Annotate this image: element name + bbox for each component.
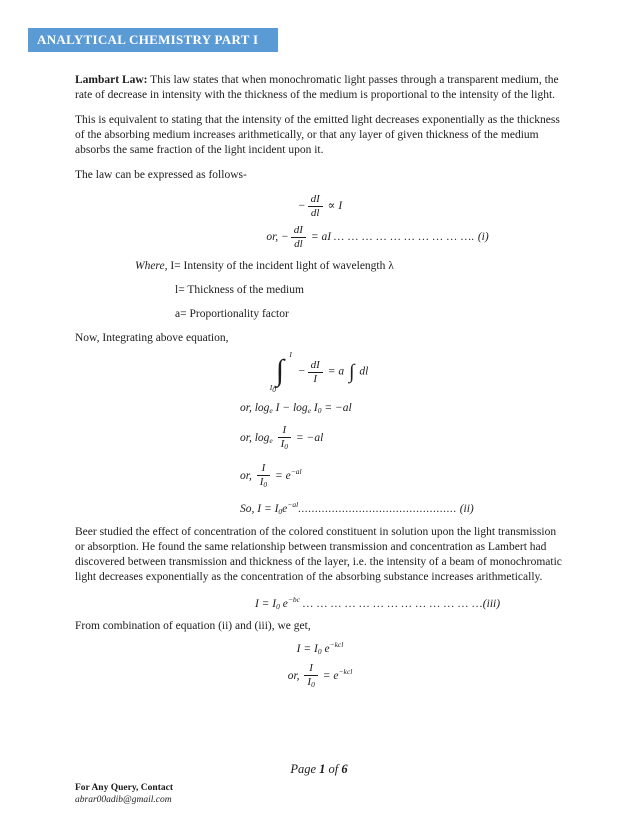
contact-email: abrar00adib@gmail.com [75,795,172,805]
equation-ii: So, $I = I_0e^{-al}$............................................... (ii) [240,500,474,516]
paragraph-law-expressed: The law can be expressed as follows- [75,169,247,181]
paragraph-beer-law: Beer studied the effect of concentration of the colored constituent in solution upon the light transmission or absorption. He found the same relationship between transmission and concentration as Lambert had discovered between transmission and thickness of the layer, i.e. the intensity of a beam of monochromatic light decreases exponentially as the concentration of the absorbing substance increases arithmetically. [75,526,562,583]
equation-ratio-exponential: or, $\frac{I}{I_0}$ = $e^{-al}$ [240,462,302,489]
lambart-law-heading: Lambart Law: [75,74,148,86]
where-label: Where, [135,260,168,272]
equation-iii: $I = I_0$ $e^{-bc}$ … … … … … … … … … … … … …(iii) [254,595,501,611]
paragraph-combination: From combination of equation (ii) and (iii), we get, [75,620,311,632]
header-band [28,28,278,52]
page-total: 6 [341,762,348,776]
contact-label: For Any Query, Contact [75,783,173,793]
equation-combined-ratio: or, $\frac{I}{I_0}$ = $e^{-kcl}$ [287,662,353,689]
equation-combined: $I = I_0$ $e^{-kcl}$ [296,640,344,656]
where-definition-factor: a= Proportionality factor [175,308,289,320]
document-body [75,73,565,691]
page-number [0,762,638,777]
equation-rate-proportional: − $\frac{dI}{dl}$ ∝ I [297,193,343,219]
page-of-word: of [325,762,342,776]
derivation-block [240,402,565,516]
paragraph-lambart-law [75,73,565,103]
equation-log-difference: or, $\log_e I - \log_e I_0 = -al$ [240,402,352,415]
where-definition-intensity [135,259,565,274]
contact-block [75,782,173,806]
equation-log-ratio: or, $\log_e$ $\frac{I}{I_0}$ = −al [240,424,324,451]
paragraph-equivalent-statement: This is equivalent to stating that the intensity of the emitted light decreases exponentially as the thickness of the absorbing medium increases arithmetically, or that any layer of given thickness of the medium absorbs the same fraction of the light incident upon it. [75,114,560,156]
where-definition-thickness: l= Thickness of the medium [175,284,304,296]
equation-i: or, − $\frac{dI}{dl}$ = aI … … … … … … … … … …. (i) [266,224,489,250]
paragraph-integrating: Now, Integrating above equation, [75,332,229,344]
lambart-law-text: This law states that when monochromatic light passes through a transparent medium, the rate of decrease in intensity with the thickness of the medium is proportional to the intensity of the light. [75,74,559,101]
equation-integral: I ∫ $I_0$ − $\frac{dI}{I}$ = a ∫ dl [269,350,369,394]
page-current: 1 [319,762,326,776]
where-intensity-text: I= Intensity of the incident light of wavelength λ [167,260,394,272]
page-title: ANALYTICAL CHEMISTRY PART I [37,32,259,47]
page-word: Page [290,762,320,776]
